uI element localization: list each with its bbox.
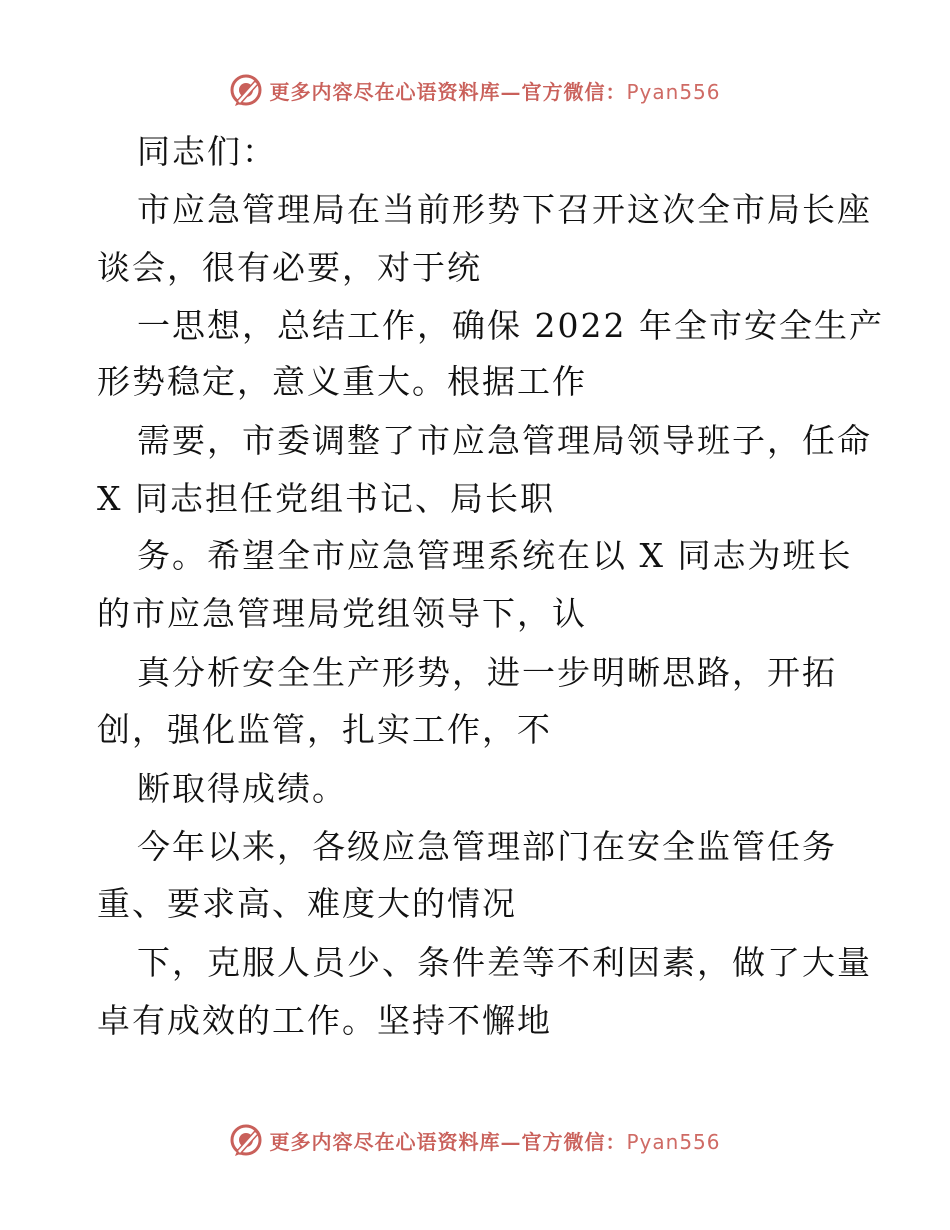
text-line: 同志们： — [137, 132, 277, 171]
header-wechat-id: Pyan556 — [626, 79, 721, 104]
text-line: 断取得成绩。 — [137, 769, 347, 808]
header-banner-text: 更多内容尽在心语资料库—官方微信： — [269, 79, 627, 104]
header-banner — [0, 70, 950, 110]
text-line: 真分析安全生产形势，进一步明晰思路，开拓 — [137, 653, 837, 692]
text-line: 今年以来，各级应急管理部门在安全监管任务 — [137, 827, 837, 866]
footer-wechat-id: Pyan556 — [626, 1129, 721, 1154]
text-line: 务。希望全市应急管理系统在以 X 同志为班长 — [137, 536, 853, 575]
text-line: 一思想，总结工作，确保 2022 年全市安全生产 — [137, 306, 884, 345]
pen-logo-icon — [229, 73, 263, 107]
text-line: 的市应急管理局党组领导下，认 — [97, 594, 587, 633]
text-line: 下，克服人员少、条件差等不利因素，做了大量 — [137, 943, 872, 982]
text-line: 创，强化监管，扎实工作，不 — [97, 710, 552, 749]
footer-banner — [0, 1120, 950, 1160]
pen-logo-icon — [229, 1123, 263, 1157]
text-line: 卓有成效的工作。坚持不懈地 — [97, 1001, 552, 1040]
text-line: X 同志担任党组书记、局长职 — [97, 479, 555, 518]
text-line: 形势稳定，意义重大。根据工作 — [97, 362, 587, 401]
footer-banner-text: 更多内容尽在心语资料库—官方微信： — [269, 1129, 627, 1154]
text-line: 市应急管理局在当前形势下召开这次全市局长座 — [137, 190, 872, 229]
text-line: 重、要求高、难度大的情况 — [97, 884, 517, 923]
text-line: 谈会，很有必要，对于统 — [97, 248, 482, 287]
text-line: 需要，市委调整了市应急管理局领导班子，任命 — [137, 421, 872, 460]
